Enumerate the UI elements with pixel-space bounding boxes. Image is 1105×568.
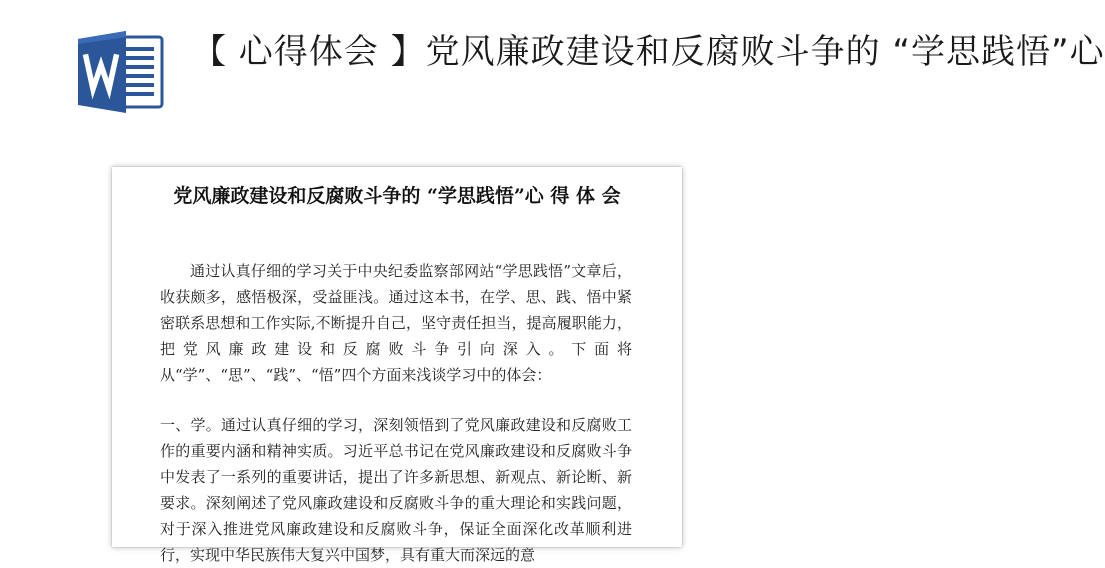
- document-paragraph: 一、学。通过认真仔细的学习，深刻领悟到了党风廉政建设和反腐败工作的重要内涵和精神实质。习近平总书记在党风廉政建设和反腐败斗争中发表了一系列的重要讲话，提出了许多新思想、新观点、新论断、新要求。深刻阐述了党风廉政建设和反腐败斗争的重大理论和实践问题，对于深入推进党风廉政建设和反腐败斗争，保证全面深化改革顺利进行，实现中华民族伟大复兴中国梦，具有重大而深远的意: [160, 416, 632, 564]
- document-paragraph: 通过认真仔细的学习关于中央纪委监察部网站“学思践悟”文章后，收获颇多，感悟极深，受益匪浅。通过这本书，在学、思、践、悟中紧密联系思想和工作实际,不断提升自己，坚守责任担当，提高履职能力，把党风廉政建设和反腐败斗争引向深入。下面将从“学”、“思”、“践”、“悟”四个方面来浅谈学习中的体会：: [160, 262, 632, 384]
- document-title: 党风廉政建设和反腐败斗争的 “学思践悟”心 得 体 会: [173, 185, 621, 207]
- document-preview: [112, 167, 682, 564]
- page-title: 【 心得体会 】党风廉政建设和反腐败斗争的 “学思践悟”心: [192, 32, 1105, 72]
- word-document-icon: [78, 31, 164, 113]
